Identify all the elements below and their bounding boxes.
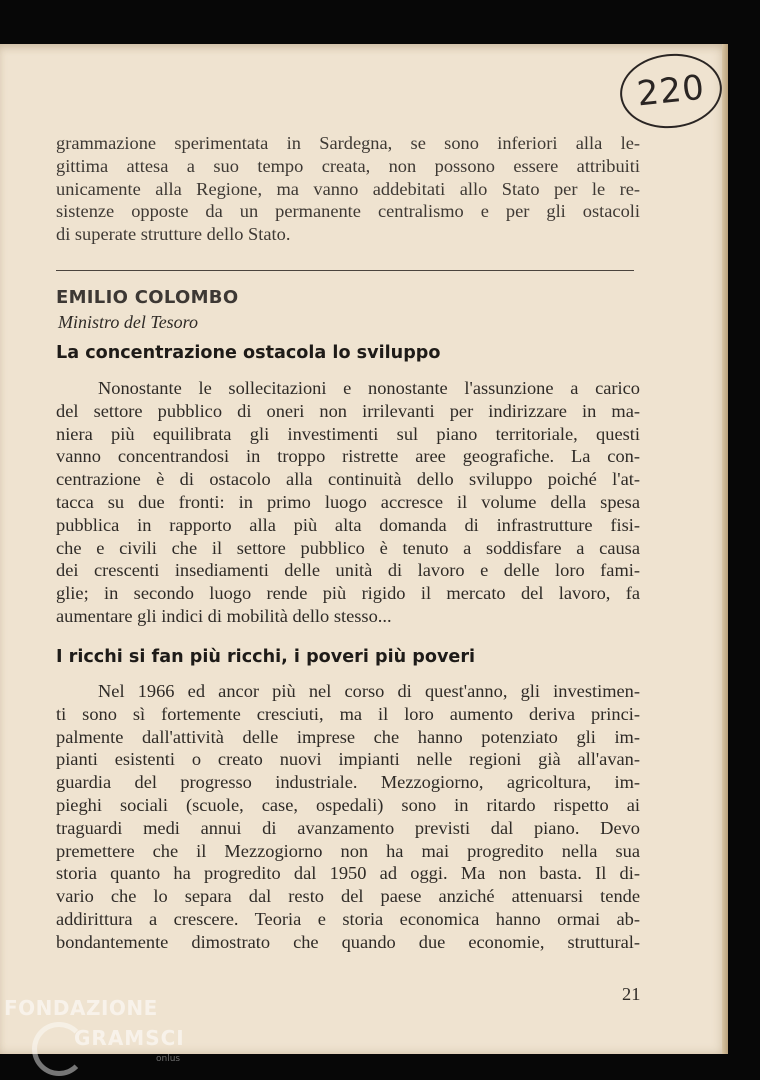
watermark-line1: FONDAZIONE bbox=[4, 996, 158, 1020]
text-line: vario che lo separa dal resto del paese anziché attenuarsi tende bbox=[56, 886, 640, 907]
text-line: guardia del progresso industriale. Mezzogiorno, agricoltura, im- bbox=[56, 772, 640, 793]
text-line: che e civili che il settore pubblico è tenuto a soddisfare a causa bbox=[56, 537, 640, 558]
text-line: storia quanto ha progredito dal 1950 ad oggi. Ma non basta. Il di- bbox=[56, 863, 640, 884]
page-edge bbox=[722, 44, 728, 1054]
watermark-small: onlus bbox=[156, 1054, 181, 1064]
author-name: EMILIO COLOMBO bbox=[56, 287, 239, 308]
text-line: pieghi sociali (scuole, case, ospedali) sono in ritardo rispetto ai bbox=[56, 794, 640, 815]
text-line: tacca su due fronti: in primo luogo accresce il volume della spesa bbox=[56, 491, 640, 512]
section-heading: La concentrazione ostacola lo sviluppo bbox=[56, 343, 441, 363]
text-line: addirittura a crescere. Teoria e storia economica hanno ormai ab- bbox=[56, 908, 640, 929]
text-line: dei crescenti insediamenti delle unità di lavoro e delle loro fami- bbox=[56, 560, 640, 581]
text-line: Nonostante le sollecitazioni e nonostante l'assunzione a carico bbox=[98, 378, 640, 398]
intro-paragraph bbox=[56, 132, 640, 246]
watermark-line2: GRAMSCI bbox=[74, 1026, 185, 1050]
text-line: aumentare gli indici di mobilità dello stesso... bbox=[56, 605, 392, 626]
text-line: centrazione è di ostacolo alla continuità dello sviluppo poiché l'at- bbox=[56, 469, 640, 490]
text-line: glie; in secondo luogo rende più rigido il mercato del lavoro, fa bbox=[56, 583, 640, 604]
text-line: palmente dall'attività delle imprese che hanno potenziato gli im- bbox=[56, 726, 640, 747]
text-line: niera più equilibrata gli investimenti sul piano territoriale, questi bbox=[56, 423, 640, 444]
fondazione-gramsci-watermark bbox=[4, 996, 204, 1080]
text-line: Nel 1966 ed ancor più nel corso di quest'anno, gli investimen- bbox=[98, 681, 640, 701]
archive-number-stamp: 220 bbox=[616, 49, 725, 133]
text-line: pubblica in rapporto alla più alta domanda di infrastrutture fisi- bbox=[56, 514, 640, 535]
text-line: bondantemente dimostrato che quando due economie, struttural- bbox=[56, 931, 640, 952]
text-line: del settore pubblico di oneri non irrilevanti per indirizzare in ma- bbox=[56, 400, 640, 421]
text-line: traguardi medi annui di avanzamento previsti dal piano. Devo bbox=[56, 817, 640, 838]
text-line: ti sono sì fortemente cresciuti, ma il loro aumento deriva princi- bbox=[56, 703, 640, 724]
text-line: di superate strutture dello Stato. bbox=[56, 224, 291, 245]
text-line: pianti esistenti o creato nuovi impianti nelle regioni già all'avan- bbox=[56, 749, 640, 770]
section1-paragraph bbox=[56, 377, 640, 628]
author-role: Ministro del Tesoro bbox=[58, 312, 199, 332]
text-line: premettere che il Mezzogiorno non ha mai progredito nella sua bbox=[56, 840, 640, 861]
section-divider bbox=[56, 270, 634, 271]
text-line: gittima attesa a suo tempo creata, non possono essere attribuiti bbox=[56, 155, 640, 176]
document-page bbox=[0, 44, 728, 1054]
section2-paragraph bbox=[56, 680, 640, 954]
text-line: vanno concentrandosi in troppo ristrette aree geografiche. La con- bbox=[56, 446, 640, 467]
text-line: grammazione sperimentata in Sardegna, se sono inferiori alla le- bbox=[56, 133, 640, 153]
section-heading: I ricchi si fan più ricchi, i poveri più poveri bbox=[56, 647, 476, 667]
page-number: 21 bbox=[622, 984, 641, 1004]
text-line: sistenze opposte da un permanente centralismo e per gli ostacoli bbox=[56, 201, 640, 222]
text-line: unicamente alla Regione, ma vanno addebitati allo Stato per le re- bbox=[56, 178, 640, 199]
